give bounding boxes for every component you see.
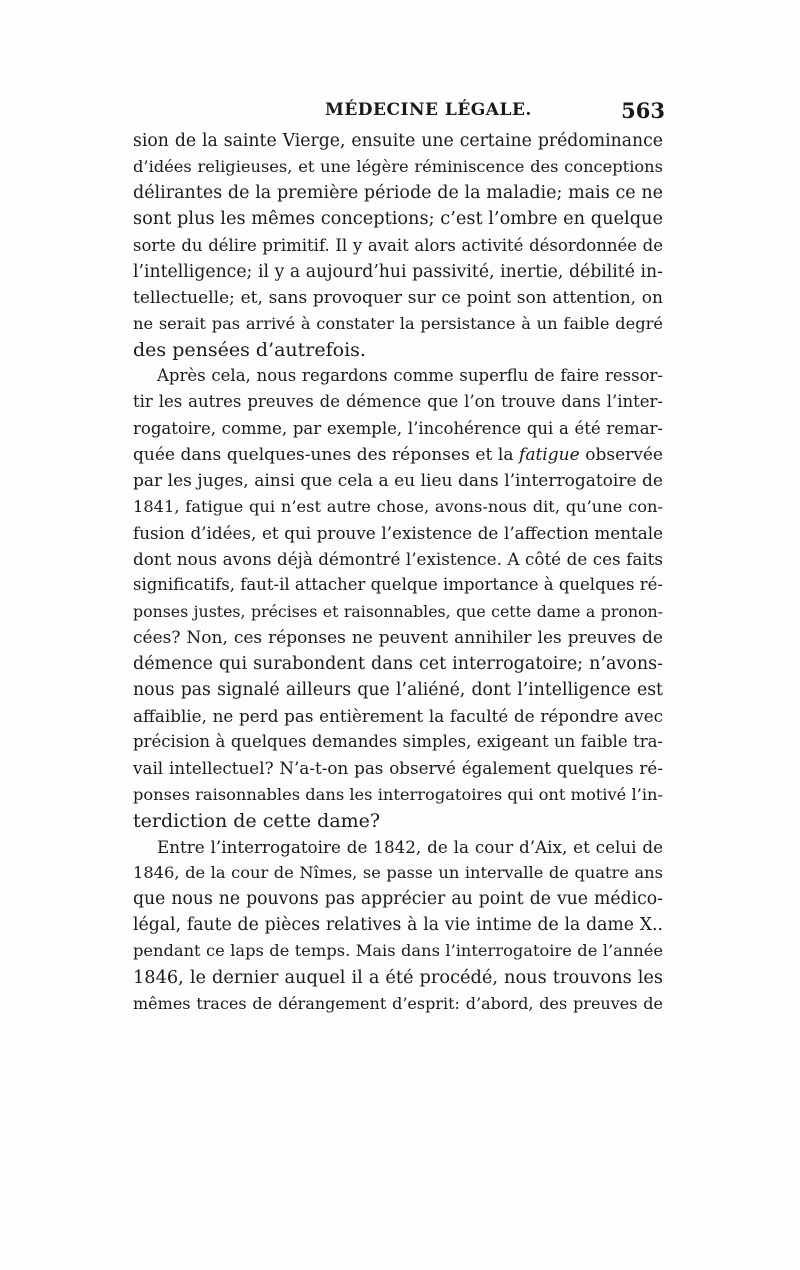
text-line: fusion d’idées, et qui prouve l’existence de l’affection mentale <box>133 523 663 544</box>
text-line: tellectuelle; et, sans provoquer sur ce point son attention, on <box>133 287 663 308</box>
text-line: affaiblie, ne perd pas entièrement la faculté de répondre avec <box>133 706 663 727</box>
text-line: Après cela, nous regardons comme superflu de faire ressor- <box>157 366 663 386</box>
text-line: cées? Non, ces réponses ne peuvent annihiler les preuves de <box>133 627 663 648</box>
body-text <box>133 128 663 1017</box>
text-line: d’idées religieuses, et une légère réminiscence des conceptions <box>133 157 663 177</box>
text-line: ponses raisonnables dans les interrogatoires qui ont motivé l’in- <box>133 784 663 804</box>
text-line: des pensées d’autrefois. <box>133 339 366 362</box>
text-line: sorte du délire primitif. Il y avait alors activité désordonnée de <box>133 235 663 255</box>
text-line: quée dans quelques-unes des réponses et la fatigue observée <box>133 444 663 465</box>
text-line: tir les autres preuves de démence que l’on trouve dans l’inter- <box>133 392 663 412</box>
text-line: sion de la sainte Vierge, ensuite une certaine prédominance <box>133 131 663 151</box>
text-line: l’intelligence; il y a aujourd’hui passivité, inertie, débilité in- <box>133 261 663 282</box>
text-line: 1846, le dernier auquel il a été procédé, nous trouvons les <box>133 967 663 988</box>
text-line: sont plus les mêmes conceptions; c’est l’ombre en quelque <box>133 209 663 230</box>
page-number: 563 <box>621 98 665 123</box>
text-line: mêmes traces de dérangement d’esprit: d’abord, des preuves de <box>133 993 663 1013</box>
text-line: par les juges, ainsi que cela a eu lieu dans l’interrogatoire de <box>133 470 663 491</box>
text-line: 1841, fatigue qui n’est autre chose, avons-nous dit, qu’une con- <box>133 496 663 516</box>
running-header <box>135 98 665 128</box>
text-line: ponses justes, précises et raisonnables, que cette dame a pronon- <box>133 601 663 621</box>
text-line: que nous ne pouvons pas apprécier au point de vue médico- <box>133 889 663 910</box>
text-line: pendant ce laps de temps. Mais dans l’interrogatoire de l’année <box>133 941 663 961</box>
text-line: démence qui surabondent dans cet interrogatoire; n’avons- <box>133 653 663 674</box>
text-line: vail intellectuel? N’a-t-on pas observé également quelques ré- <box>133 758 663 779</box>
text-line: nous pas signalé ailleurs que l’aliéné, dont l’intelligence est <box>133 679 663 700</box>
text-line: significatifs, faut-il attacher quelque importance à quelques ré- <box>133 575 663 595</box>
text-line: précision à quelques demandes simples, exigeant un faible tra- <box>133 732 663 752</box>
text-line: légal, faute de pièces relatives à la vie intime de la dame X.. <box>133 915 663 936</box>
text-line: 1846, de la cour de Nîmes, se passe un intervalle de quatre ans <box>133 862 663 882</box>
text-line: Entre l’interrogatoire de 1842, de la cour d’Aix, et celui de <box>157 836 663 857</box>
text-line: dont nous avons déjà démontré l’existence. A côté de ces faits <box>133 549 663 570</box>
running-title: MÉDECINE LÉGALE. <box>325 100 532 120</box>
text-line: terdiction de cette dame? <box>133 809 381 832</box>
text-line: ne serait pas arrivé à constater la persistance à un faible degré <box>133 313 663 333</box>
text-line: délirantes de la première période de la maladie; mais ce ne <box>133 183 663 204</box>
text-line: rogatoire, comme, par exemple, l’incohérence qui a été remar- <box>133 418 663 438</box>
